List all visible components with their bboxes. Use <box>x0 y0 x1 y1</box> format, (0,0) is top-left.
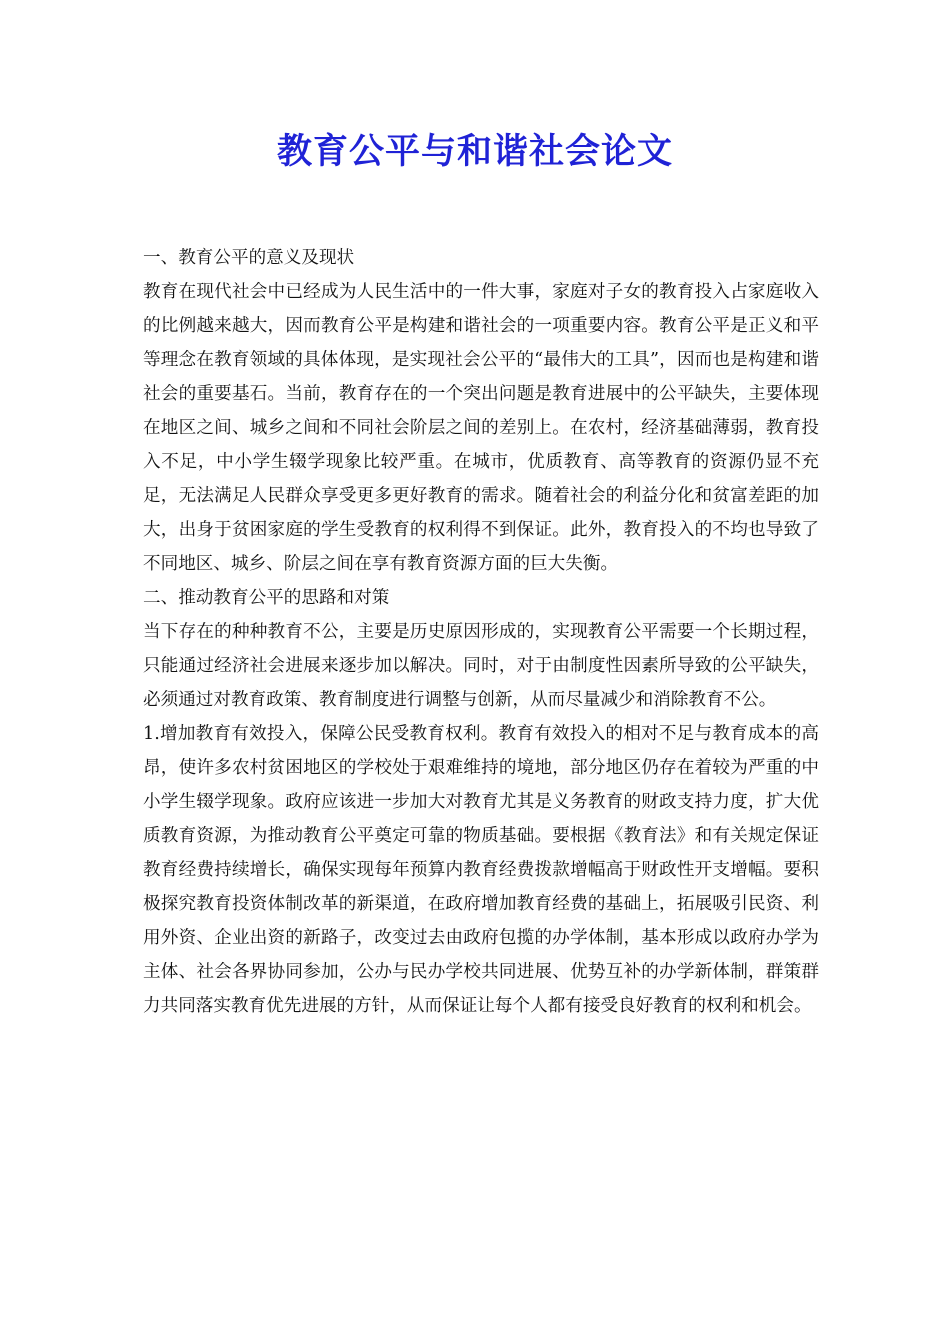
section-heading-2: 二、推动教育公平的思路和对策 <box>143 588 390 608</box>
document-title: 教育公平与和谐社会论文 <box>276 132 673 172</box>
paragraph-2: 当下存在的种种教育不公，主要是历史原因形成的，实现教育公平需要一个长期过程，只能通过经济社会进展来逐步加以解决。同时，对于由制度性因素所导致的公平缺失，必须通过对教育政策、教育制度进行调整与创新，从而尽量减少和消除教育不公。 <box>143 622 819 710</box>
paragraph-1: 教育在现代社会中已经成为人民生活中的一件大事，家庭对子女的教育投入占家庭收入的比例越来越大，因而教育公平是构建和谐社会的一项重要内容。教育公平是正义和平等理念在教育领域的具体体现，是实现社会公平的“最伟大的工具”，因而也是构建和谐社会的重要基石。当前，教育存在的一个突出问题是教育进展中的公平缺失，主要体现在地区之间、城乡之间和不同社会阶层之间的差别上。在农村，经济基础薄弱，教育投入不足，中小学生辍学现象比较严重。在城市，优质教育、高等教育的资源仍显不充足，无法满足人民群众享受更多更好教育的需求。随着社会的利益分化和贫富差距的加大，出身于贫困家庭的学生受教育的权利得不到保证。此外，教育投入的不均也导致了不同地区、城乡、阶层之间在享有教育资源方面的巨大失衡。 <box>143 282 819 574</box>
document-body <box>143 241 819 1023</box>
paragraph-3: 1.增加教育有效投入，保障公民受教育权利。教育有效投入的相对不足与教育成本的高昂，使许多农村贫困地区的学校处于艰难维持的境地，部分地区仍存在着较为严重的中小学生辍学现象。政府应该进一步加大对教育尤其是义务教育的财政支持力度，扩大优质教育资源，为推动教育公平奠定可靠的物质基础。要根据《教育法》和有关规定保证教育经费持续增长，确保实现每年预算内教育经费拨款增幅高于财政性开支增幅。要积极探究教育投资体制改革的新渠道，在政府增加教育经费的基础上，拓展吸引民资、利用外资、企业出资的新路子，改变过去由政府包揽的办学体制，基本形成以政府办学为主体、社会各界协同参加，公办与民办学校共同进展、优势互补的办学新体制，群策群力共同落实教育优先进展的方针，从而保证让每个人都有接受良好教育的权利和机会。 <box>143 724 819 1016</box>
section-heading-1: 一、教育公平的意义及现状 <box>143 248 355 268</box>
